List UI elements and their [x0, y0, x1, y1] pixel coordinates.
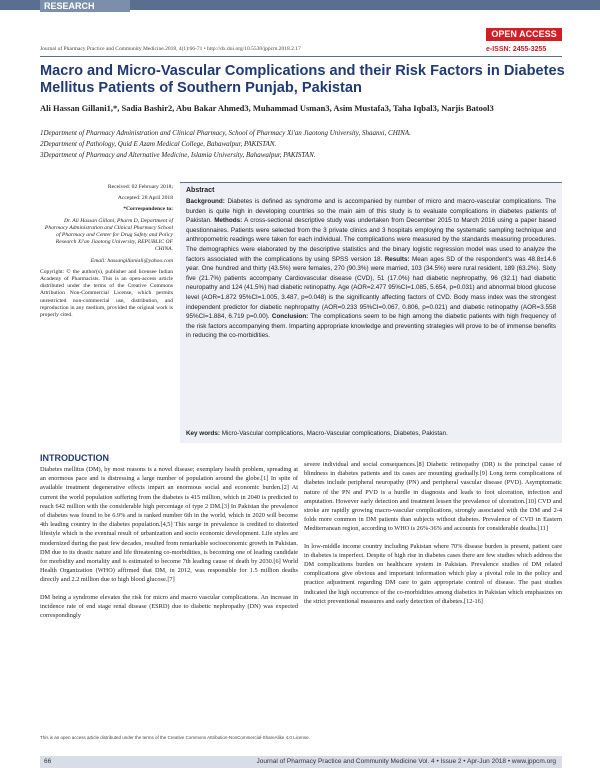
results-text: Mean ages SD of the respondent's was 48.8±14.6 year. One hundred and thirty (43.5%) were females, 270 (90.3%) were married, 103 (34.5%) were rural resident, 189 (63.2%). Sixty five (21.7%) patients accompany Cardiovascular disease (CVD), 51 (17.0%) had diabetic nephropathy, 96 (32.1) had diabetic neuropathy and 124 (41.5%) had diabetic retinopathy. Age (AOR=2.477 95%CI=1.085, 5.654, p=0.031) and abnormal blood glucose level (AOR=1.872 95%CI=1.005, 3.487, p=0.048) is the significantly affecting factors of CVD. Body mass index was the strongest independent predictor for diabetic nephropathy (AOR=0.233 95%CI=0.067, 0.806, p=0.021) and diabetic retinopathy (AOR=3.558 95%CI=1.884, 6.719 p=0.00). — [186, 255, 556, 321]
affiliation-3: 3Department of Pharmacy and Alternative Medicine, Islamia University, Bahawalpur, PAKISTAN. — [40, 151, 316, 159]
introduction-heading: INTRODUCTION — [40, 453, 109, 463]
body-column-left — [40, 465, 298, 628]
affiliation-2: 2Department of Pathology, Quid E Azam Medical College, Bahawalpur, PAKISTAN. — [40, 140, 277, 148]
page-number: 66 — [44, 758, 52, 765]
correspondence-email: Email: hassangillaniali@yahoo.com — [90, 257, 173, 264]
affiliation-1: 1Department of Pharmacy Administration and Clinical Pharmacy, School of Pharmacy Xi'an Jiaotong University, Shaanxi, CHINA. — [40, 129, 411, 137]
keywords-text: Micro-Vascular complications, Macro-Vascular complications, Diabetes, Pakistan. — [221, 430, 448, 437]
article-info-sidebar — [40, 184, 173, 323]
intro-paragraph-2: DM being a syndrome elevates the risk for micro and macro vascular complications. An increase in incidence rate of end stage renal disease (ESRD) due to diabetic nephropathy (DN) was expected correspondingly — [40, 593, 298, 620]
background-label: Background: — [186, 198, 225, 205]
intro-paragraph-4: In low-middle income country including Pakistan where 70% disease burden is present, patient care in diabetes is imperfect. Despite of high rise in diabetes cases there are few studies which address the DM complications burden on healthcare system in Pakistan. Prevalence studies of DM related complications give obvious and important information which play a pivotal role in the policy and practice adjustment regarding DM care to gain appropriate control of disease. The past studies indicated the high occurrence of the co-morbidities among diabetics in Pakistan which emphasizes on the strict preventional measures and early detection of diabetes.[12-16] — [304, 542, 562, 605]
abstract-text — [186, 197, 556, 341]
header-rule — [40, 56, 562, 57]
footer-journal: Journal of Pharmacy Practice and Community Medicine Vol. 4 • Issue 2 • Apr-Jun 2018 • www.jppcm.org — [256, 758, 556, 765]
article-type-badge: RESEARCH ARTICLE — [40, 0, 130, 12]
eissn-label: e-ISSN: 2455-3255 — [486, 46, 547, 53]
background-text: Diabetes is defined as syndrome and is accompanied by number of micro and macro-vascular complications. The burden is quite high in developing countries so the main aim of this study is to evaluate complications in diabetes patients of Pakistan. — [186, 198, 556, 225]
abstract-heading: Abstract — [186, 187, 215, 194]
conclusion-label: Conclusion: — [271, 313, 309, 321]
page-footer — [40, 756, 562, 768]
correspondence-label: *Correspondence to: — [123, 206, 173, 213]
body-column-right — [304, 460, 562, 614]
keywords-label: Key words: — [186, 430, 220, 437]
license-footnote: This is an open access article distributed under the terms of the Creative Commons Attribution-NonCommercial-ShareAlike 4.0 License. — [40, 735, 310, 740]
article-title: Macro and Micro-Vascular Complications and their Risk Factors in Diabetes Mellitus Patients of Southern Punjab, Pakistan — [40, 63, 565, 96]
intro-paragraph-1: Diabetes mellitus (DM), by most reasons is a novel disease; exemplary health problem, spreading at an enormous pace and is distressing a large number of population around the globe.[1] In spite of available treatment degenerative effects impart an enormous social and economic burden.[2] At current the world population suffering from the diabetes is 415 million, which in 2040 is predicted to reach 642 million with the considerable high percentage of type 2 DM.[3] In Pakistan the prevalence of diabetes was found to be 6.9% and is ranked number 6th in the world, which in 2020 will become 4th leading country in the diabetes population.[4,5] This surge in prevalence is credited to distorted lifestyle which is the eventual result of urbanization and socio economic development. Life styles are modernized during the past few decades, resulted from remarkable socioeconomic growth in Pakistan. DM due to its drastic nature and life threatening co-morbidities, is becoming one of leading candidate for morbidity and mortality and is estimated to become 7th leading cause of death by 2030.[6] World Health Organization (WHO) affirmed that DM, in 2012, was responsible for 1.5 million deaths directly and 2.2 million due to high blood glucose.[7] — [40, 466, 298, 584]
results-label: Results: — [384, 255, 410, 263]
methods-label: Methods: — [214, 217, 243, 225]
correspondence-text: Dr. Ali Hassan Gillani, Pharm D, Department of Pharmacy Administration and Clinical Pharmacy School of Pharmacy and Center for Drug Safety and Policy Research Xi'an Jiaotong University, REPUBLIC OF CHINA. — [44, 217, 173, 253]
intro-paragraph-3: severe individual and social consequences.[8] Diabetic retinopathy (DR) is the principal cause of blindness in diabetes patients and its cases are mounting gradually.[9] Long term complications of diabetes include peripheral neuropathy (PN) and peripheral vascular disease (PVD). Asymptomatic nature of the PN and PVD is a hurdle in diagnosis and leads to foot ulceration, infection and amputation. However early detection and treatment lessen the prevalence of ulceration.[10] CVD and stroke are rapidly growing macro-vascular complications, strongly associated with the DM and 2-4 folds more common in DM patients than subjects without diabetes. Prevalence of CVD in Eastern Mediterranean region, according to WHO is 26%-36% and accounts for considerable deaths.[11] — [304, 461, 562, 533]
journal-citation-line: Journal of Pharmacy Practice and Community Medicine.2018, 4(1):66-71 • http://dx.doi.org/10.5530/jppcm.2018.2.17 — [40, 46, 301, 52]
open-access-badge: OPEN ACCESS — [486, 28, 562, 41]
accepted-date: Accepted: 28 April 2018 — [117, 195, 173, 202]
received-date: Received: 02 February 2018; — [107, 184, 173, 190]
author-list: Ali Hassan Gillani1,*, Sadia Bashir2, Abu Bakar Ahmed3, Muhammad Usman3, Asim Mustafa3, Taha Iqbal3, Narjis Batool3 — [40, 103, 494, 113]
conclusion-text: The complications seem to be high among the diabetic patients with high frequency of the risk factors accompanying them. Imparting appropriate knowledge and preventing strategies will prove to be of immense benefits in reducing the co-morbidities. — [186, 313, 557, 340]
keywords — [186, 430, 556, 437]
copyright-notice: Copyright: © the author(s), publisher and licensee Indian Academy of Pharmacists. This is an open-access article distributed under the terms of the Creative Commons Attribution Non-Commercial License, which permits unrestricted non-commercial use, distribution, and reproduction in any medium, provided the original work is properly cited. — [40, 268, 173, 319]
methods-text: A cross-sectional descriptive study was undertaken from December 2015 to March 2016 using a paper based questionnaires. Patients were selected from the 3 private clinics and 3 hospitals employing the systematic sampling technique and anthropometric readings were taken for each individual. The complications were measured by the standards measuring procedures. The demographics were elaborated by the descriptive statistics and the binary logistic regression model was used to analyze the factors associated with the complications by using SPSS version 18. — [186, 217, 557, 263]
